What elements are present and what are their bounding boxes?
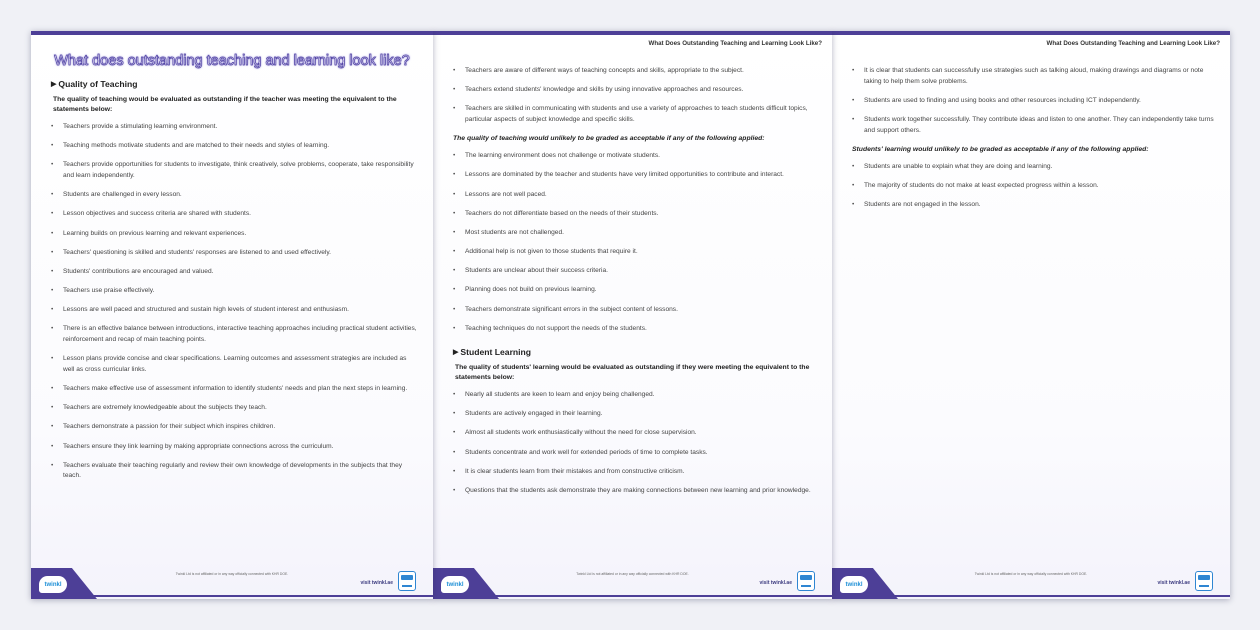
list-item: • Students are used to finding and using books and other resources including ICT independently. (852, 96, 1216, 107)
list-item: • Teachers are aware of different ways of teaching concepts and skills, appropriate to the subject. (453, 66, 818, 77)
list-item: • Learning builds on previous learning and relevant experiences. (51, 229, 419, 240)
page-3-content (852, 66, 1216, 219)
list-item: • Teachers provide opportunities for students to investigate, think creatively, solve problems, cooperate, take responsibility and learn independently. (51, 160, 419, 181)
list-item: • Teachers are extremely knowledgeable about the subjects they teach. (51, 403, 419, 414)
twinkl-logo: twinkl (840, 576, 868, 593)
list-item: • Teachers extend students' knowledge and skills by using innovative approaches and resources. (453, 85, 818, 96)
list-item: • Almost all students work enthusiastically without the need for close supervision. (453, 428, 818, 439)
document-page-3 (832, 31, 1230, 599)
list-item: • Teachers demonstrate a passion for their subject which inspires children. (51, 422, 419, 433)
list-item: • Students are not engaged in the lesson. (852, 200, 1216, 211)
list-item: • Teachers are skilled in communicating with students and use a variety of approaches to teach students difficult topics, particular aspects of subject knowledge and specific skills. (453, 104, 818, 125)
page-2-content (453, 66, 818, 505)
section-intro: The quality of students' learning would be evaluated as outstanding if they were meeting the equivalent to the statements below: (455, 364, 810, 381)
document-page-1 (31, 31, 433, 599)
list-item: • There is an effective balance between introductions, interactive teaching approaches including practical student activities, reinforcement and recap of main teaching points. (51, 324, 419, 345)
quality-badge-icon (398, 571, 416, 591)
list-item: • Teachers ensure they link learning by making appropriate connections across the curriculum. (51, 442, 419, 453)
list-item: • Teachers provide a stimulating learning environment. (51, 122, 419, 133)
learning-outstanding-list-continued (852, 66, 1216, 136)
teaching-outstanding-list-continued (453, 66, 818, 126)
list-item: • Planning does not build on previous learning. (453, 285, 818, 296)
list-item: • Students' contributions are encouraged and valued. (51, 267, 419, 278)
list-item: • It is clear that students can successfully use strategies such as talking aloud, making drawings and diagrams or note taking to help them solve problems. (852, 66, 1216, 87)
list-item: • The learning environment does not challenge or motivate students. (453, 151, 818, 162)
footer-disclaimer: Twinkl Ltd is not affiliated or in any way officially connected with KHR DOE. (175, 572, 289, 576)
list-item: • Students are unable to explain what they are doing and learning. (852, 162, 1216, 173)
visit-link[interactable]: visit twinkl.ae (759, 580, 792, 586)
list-item: • Teachers make effective use of assessment information to identify students' needs and plan the next steps in learning. (51, 384, 419, 395)
section-heading-text: Quality of Teaching (58, 79, 138, 89)
list-item: • Lessons are well paced and structured and sustain high levels of student interest and enthusiasm. (51, 305, 419, 316)
learning-unlikely-list (852, 162, 1216, 211)
learning-outstanding-list (453, 390, 818, 497)
list-item: • Additional help is not given to those students that require it. (453, 247, 818, 258)
list-item: • Lessons are dominated by the teacher and students have very limited opportunities to contribute and interact. (453, 170, 818, 181)
list-item: • Teachers demonstrate significant errors in the subject content of lessons. (453, 305, 818, 316)
section-heading-student-learning (453, 347, 818, 357)
list-item: • Students are unclear about their success criteria. (453, 266, 818, 277)
learning-unlikely-heading: Students' learning would unlikely to be graded as acceptable if any of the following applied: (852, 145, 1149, 153)
twinkl-logo: twinkl (441, 576, 469, 593)
footer-line (473, 595, 832, 597)
section-heading-text: Student Learning (460, 347, 532, 358)
list-item: • Teachers evaluate their teaching regularly and review their own knowledge of developments in the subjects that they teach. (51, 461, 419, 482)
list-item: • Teachers do not differentiate based on the needs of their students. (453, 209, 818, 220)
visit-link[interactable]: visit twinkl.ae (360, 580, 393, 586)
list-item: • Students are challenged in every lesson. (51, 190, 419, 201)
teaching-unlikely-list (453, 151, 818, 334)
quality-badge-icon (1195, 571, 1213, 591)
quality-badge-icon (797, 571, 815, 591)
list-item: • Teaching techniques do not support the needs of the students. (453, 324, 818, 335)
list-item: • Lessons are not well paced. (453, 190, 818, 201)
section-heading-quality-of-teaching (51, 79, 419, 89)
list-item: • Students concentrate and work well for extended periods of time to complete tasks. (453, 448, 818, 459)
list-item: • Teaching methods motivate students and are matched to their needs and styles of learning. (51, 141, 419, 152)
page-title: What does outstanding teaching and learning look like? (54, 53, 410, 69)
running-head: What Does Outstanding Teaching and Learning Look Like? (1046, 40, 1220, 47)
list-item: • Nearly all students are keen to learn and enjoy being challenged. (453, 390, 818, 401)
triangle-bullet-icon: ▶ (453, 349, 459, 357)
teaching-unlikely-heading: The quality of teaching would unlikely to be graded as acceptable if any of the following applied: (453, 135, 765, 143)
document-page-2 (433, 31, 832, 599)
list-item: • Students are actively engaged in their learning. (453, 409, 818, 420)
page-1-content (51, 79, 419, 491)
footer-line (71, 595, 433, 597)
list-item: • Teachers use praise effectively. (51, 286, 419, 297)
list-item: • Teachers' questioning is skilled and students' responses are listened to and used effectively. (51, 248, 419, 259)
footer-line (872, 595, 1230, 597)
list-item: • Questions that the students ask demonstrate they are making connections between new learning and prior knowledge. (453, 486, 818, 497)
teaching-outstanding-list (51, 122, 419, 482)
list-item: • The majority of students do not make at least expected progress within a lesson. (852, 181, 1216, 192)
footer-disclaimer: Twinkl Ltd is not affiliated or in any way officially connected with KHR DOE. (576, 572, 689, 576)
list-item: • Students work together successfully. They contribute ideas and listen to one another. They can independently take turns and support others. (852, 115, 1216, 136)
list-item: • It is clear students learn from their mistakes and from constructive criticism. (453, 467, 818, 478)
list-item: • Lesson objectives and success criteria are shared with students. (51, 209, 419, 220)
running-head: What Does Outstanding Teaching and Learning Look Like? (648, 40, 822, 47)
triangle-bullet-icon: ▶ (51, 81, 57, 88)
footer-disclaimer: Twinkl Ltd is not affiliated or in any way officially connected with KHR DOE. (974, 572, 1088, 576)
visit-link[interactable]: visit twinkl.ae (1157, 580, 1190, 586)
section-intro: The quality of teaching would be evaluated as outstanding if the teacher was meeting the equivalent to the statements below: (53, 96, 397, 113)
list-item: • Most students are not challenged. (453, 228, 818, 239)
twinkl-logo: twinkl (39, 576, 67, 593)
list-item: • Lesson plans provide concise and clear specifications. Learning outcomes and assessment strategies are included as well as cross curricular links. (51, 354, 419, 375)
